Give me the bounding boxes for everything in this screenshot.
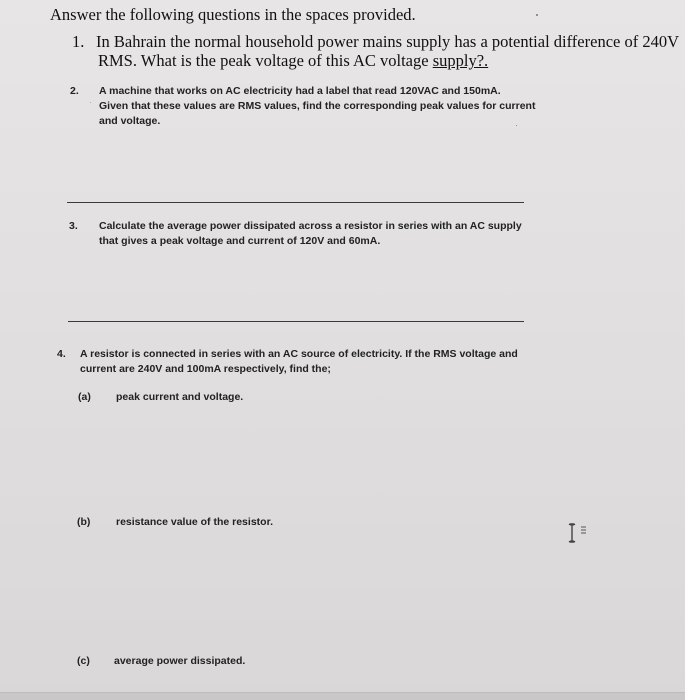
question-4-number: 4. bbox=[57, 348, 66, 360]
question-3-line-1: Calculate the average power dissipated across a resistor in series with an AC supply bbox=[99, 220, 522, 232]
question-4c-text: average power dissipated. bbox=[114, 655, 246, 667]
question-2-number: 2. bbox=[70, 85, 79, 97]
question-3-number: 3. bbox=[69, 220, 78, 232]
paper-speck bbox=[536, 14, 538, 16]
instructions-heading: Answer the following questions in the spaces provided. bbox=[50, 5, 416, 24]
answer-divider-1 bbox=[67, 202, 524, 203]
question-2-line-3: and voltage. bbox=[99, 115, 161, 127]
question-1-line-2 bbox=[98, 51, 488, 71]
question-4-line-2: current are 240V and 100mA respectively, find the; bbox=[80, 363, 331, 375]
page-bottom-edge bbox=[0, 692, 685, 700]
question-4a-label: (a) bbox=[78, 391, 91, 403]
question-4a-text: peak current and voltage. bbox=[116, 391, 244, 403]
question-4-line-1: A resistor is connected in series with an AC source of electricity. If the RMS voltage and bbox=[80, 348, 518, 360]
question-4c-label: (c) bbox=[77, 655, 90, 667]
question-1-line-2-text: RMS. What is the peak voltage of this AC voltage bbox=[98, 51, 433, 70]
question-4b-text: resistance value of the resistor. bbox=[116, 516, 273, 528]
ibeam-cursor-icon bbox=[566, 522, 596, 546]
paper-speck bbox=[90, 102, 91, 103]
question-1-underlined-word: supply?. bbox=[432, 51, 489, 70]
answer-divider-2 bbox=[68, 321, 524, 322]
question-3-line-2: that gives a peak voltage and current of 120V and 60mA. bbox=[99, 235, 381, 247]
paper-speck bbox=[516, 125, 517, 126]
question-1-number: 1. bbox=[72, 32, 85, 51]
question-4b-label: (b) bbox=[77, 516, 91, 528]
question-1-line-1: In Bahrain the normal household power mains supply has a potential difference of 240V bbox=[96, 32, 680, 51]
question-2-line-1: A machine that works on AC electricity had a label that read 120VAC and 150mA. bbox=[99, 85, 501, 97]
question-2-line-2: Given that these values are RMS values, find the corresponding peak values for current bbox=[99, 100, 536, 112]
